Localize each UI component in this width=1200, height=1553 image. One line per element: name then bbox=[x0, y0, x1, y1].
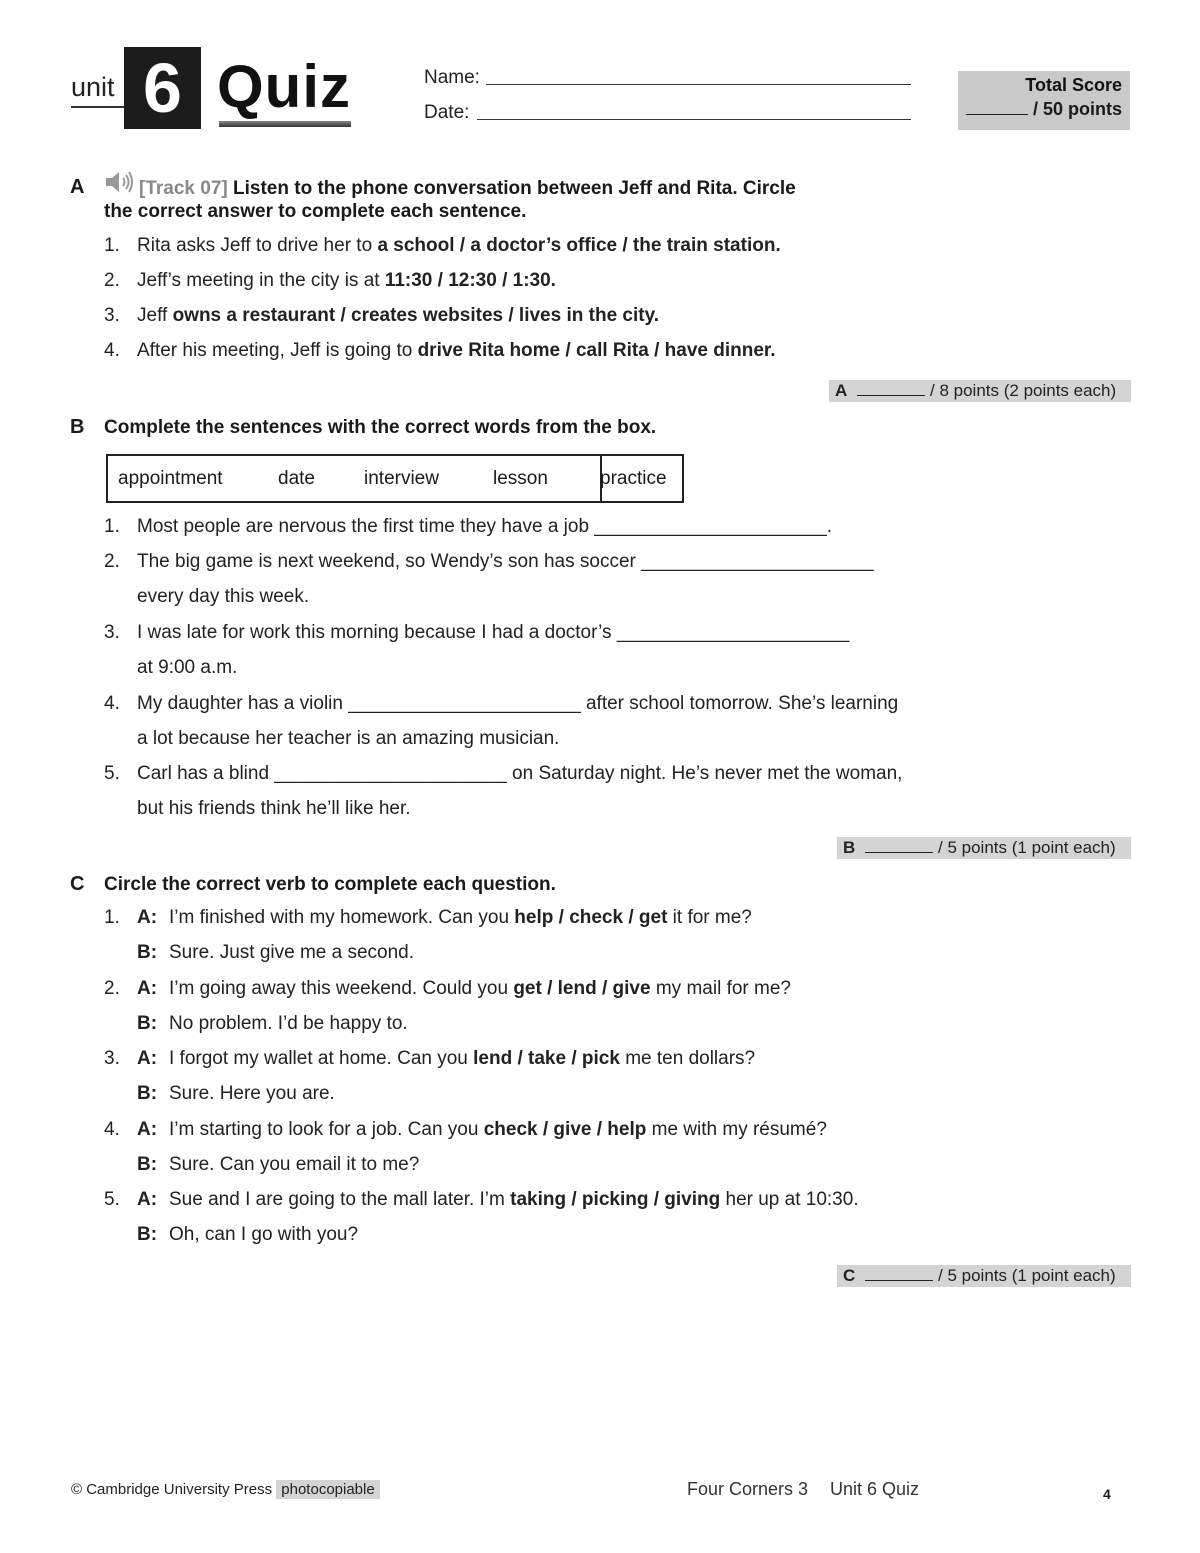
item-number: 1. bbox=[104, 516, 120, 537]
section-b-score bbox=[837, 837, 1131, 859]
speaker-b-label: B: bbox=[137, 1013, 158, 1034]
speaker-a-label: A: bbox=[137, 907, 158, 928]
item-text[interactable]: Carl has a blind ______________________ on Saturday night. He’s never met the woman, bbox=[137, 763, 903, 784]
speaker-b-label: B: bbox=[137, 942, 158, 963]
footer-unit-quiz: Unit 6 Quiz bbox=[830, 1479, 920, 1499]
total-score-points: / 50 points bbox=[1032, 99, 1122, 119]
item-text bbox=[137, 333, 776, 368]
item-stem: Jeff bbox=[137, 305, 173, 326]
list-item bbox=[0, 333, 1200, 368]
item-text bbox=[137, 298, 659, 333]
page-title: Quiz bbox=[217, 53, 351, 120]
item-stem: Jeff’s meeting in the city is at bbox=[137, 270, 385, 291]
copyright-text: © Cambridge University Press bbox=[71, 1481, 273, 1498]
line-text: Sue and I are going to the mall later. I’m bbox=[169, 1189, 511, 1210]
section-b-letter: B bbox=[70, 416, 85, 438]
line-text: my mail for me? bbox=[650, 978, 791, 999]
word-box-item: date bbox=[278, 468, 315, 489]
name-label: Name: bbox=[424, 67, 480, 88]
list-item bbox=[0, 686, 1200, 756]
line-text: her up at 10:30. bbox=[720, 1189, 859, 1210]
item-text bbox=[137, 263, 556, 298]
score-blank[interactable] bbox=[865, 852, 933, 853]
dialogue-item bbox=[0, 1182, 1200, 1252]
section-c-score bbox=[837, 1265, 1131, 1287]
speaker-b-line: Sure. Can you email it to me? bbox=[169, 1154, 420, 1175]
unit-underline bbox=[71, 106, 126, 108]
item-number: 3. bbox=[104, 622, 120, 643]
speaker-a-line bbox=[169, 1182, 859, 1217]
speaker-a-label: A: bbox=[137, 1119, 158, 1140]
list-item bbox=[0, 615, 1200, 685]
speaker-a-label: A: bbox=[137, 1189, 158, 1210]
line-text: I’m finished with my homework. Can you bbox=[169, 907, 515, 928]
list-item bbox=[0, 509, 1200, 544]
verb-choices[interactable]: help / check / get bbox=[514, 907, 668, 928]
item-number: 5. bbox=[104, 1189, 120, 1210]
item-text[interactable]: My daughter has a violin ______________________ after school tomorrow. She’s learning bbox=[137, 693, 899, 714]
word-box bbox=[106, 454, 684, 503]
line-text: me with my résumé? bbox=[646, 1119, 827, 1140]
total-score-label: Total Score bbox=[1025, 75, 1122, 95]
item-number: 3. bbox=[104, 305, 120, 326]
dialogue-item bbox=[0, 1112, 1200, 1182]
list-item bbox=[0, 228, 1200, 263]
item-number: 1. bbox=[104, 907, 120, 928]
dialogue-item bbox=[0, 1041, 1200, 1111]
item-number: 2. bbox=[104, 551, 120, 572]
item-text[interactable]: The big game is next weekend, so Wendy’s son has soccer ______________________ bbox=[137, 551, 874, 572]
unit-label: unit bbox=[71, 72, 115, 102]
list-item bbox=[0, 263, 1200, 298]
verb-choices[interactable]: taking / picking / giving bbox=[510, 1189, 721, 1210]
speaker-a-line bbox=[169, 971, 791, 1006]
track-label: [Track 07] bbox=[139, 178, 228, 199]
total-score-line bbox=[958, 99, 1122, 120]
line-text: I’m going away this weekend. Could you bbox=[169, 978, 514, 999]
photocopiable-badge: photocopiable bbox=[276, 1480, 379, 1499]
answer-choices[interactable]: a school / a doctor’s office / the train station. bbox=[377, 235, 781, 256]
answer-choices[interactable]: 11:30 / 12:30 / 1:30. bbox=[384, 270, 556, 291]
total-score-box bbox=[958, 71, 1130, 130]
score-text: / 5 points (1 point each) bbox=[938, 838, 1116, 857]
dialogue-item bbox=[0, 971, 1200, 1041]
list-item bbox=[0, 756, 1200, 826]
word-box-item: lesson bbox=[493, 468, 548, 489]
line-text: I forgot my wallet at home. Can you bbox=[169, 1048, 474, 1069]
item-text[interactable]: Most people are nervous the first time they have a job ______________________. bbox=[137, 516, 833, 537]
item-stem: Rita asks Jeff to drive her to bbox=[137, 235, 378, 256]
item-number: 5. bbox=[104, 763, 120, 784]
answer-choices[interactable]: drive Rita home / call Rita / have dinner. bbox=[417, 340, 776, 361]
item-text bbox=[137, 228, 781, 263]
word-box-item: interview bbox=[364, 468, 439, 489]
speaker-a-label: A: bbox=[137, 978, 158, 999]
unit-number: 6 bbox=[124, 47, 201, 129]
score-letter: C bbox=[843, 1266, 856, 1285]
score-blank[interactable] bbox=[865, 1280, 933, 1281]
score-text: / 8 points (2 points each) bbox=[930, 381, 1117, 400]
verb-choices[interactable]: check / give / help bbox=[483, 1119, 647, 1140]
title-underline bbox=[219, 121, 351, 127]
line-text: me ten dollars? bbox=[619, 1048, 756, 1069]
verb-choices[interactable]: lend / take / pick bbox=[473, 1048, 620, 1069]
item-text[interactable]: I was late for work this morning because I had a doctor’s ______________________ bbox=[137, 622, 850, 643]
section-a-score bbox=[829, 380, 1131, 402]
score-letter: B bbox=[843, 838, 856, 857]
speaker-b-line: Oh, can I go with you? bbox=[169, 1224, 359, 1245]
section-a-instruction-line2: the correct answer to complete each sentence. bbox=[104, 201, 527, 222]
word-box-item: appointment bbox=[118, 468, 223, 489]
item-number: 1. bbox=[104, 235, 120, 256]
score-blank[interactable] bbox=[857, 395, 925, 396]
speaker-a-line bbox=[169, 900, 752, 935]
item-text-continued: every day this week. bbox=[137, 586, 310, 607]
item-number: 2. bbox=[104, 978, 120, 999]
item-text-continued: but his friends think he’ll like her. bbox=[137, 798, 411, 819]
item-text-continued: a lot because her teacher is an amazing musician. bbox=[137, 728, 560, 749]
name-field[interactable] bbox=[486, 84, 911, 85]
item-number: 3. bbox=[104, 1048, 120, 1069]
date-label: Date: bbox=[424, 102, 470, 123]
speaker-b-line: Sure. Here you are. bbox=[169, 1083, 335, 1104]
score-text: / 5 points (1 point each) bbox=[938, 1266, 1116, 1285]
speaker-a-line bbox=[169, 1041, 755, 1076]
total-score-blank[interactable] bbox=[966, 114, 1028, 115]
word-box-item: practice bbox=[600, 468, 667, 489]
answer-choices[interactable]: owns a restaurant / creates websites / lives in the city. bbox=[172, 305, 660, 326]
score-letter: A bbox=[835, 381, 848, 400]
section-a-letter: A bbox=[70, 176, 85, 198]
section-c-letter: C bbox=[70, 873, 85, 895]
footer-copyright bbox=[71, 1481, 380, 1498]
line-text: it for me? bbox=[667, 907, 752, 928]
section-b-instruction: Complete the sentences with the correct words from the box. bbox=[104, 417, 657, 438]
list-item bbox=[0, 298, 1200, 333]
dialogue-item bbox=[0, 900, 1200, 970]
section-a-instruction-line1: Listen to the phone conversation between Jeff and Rita. Circle bbox=[233, 178, 796, 199]
speaker-b-label: B: bbox=[137, 1154, 158, 1175]
speaker-b-line: No problem. I’d be happy to. bbox=[169, 1013, 408, 1034]
verb-choices[interactable]: get / lend / give bbox=[513, 978, 651, 999]
item-number: 4. bbox=[104, 340, 120, 361]
speaker-b-label: B: bbox=[137, 1224, 158, 1245]
line-text: I’m starting to look for a job. Can you bbox=[169, 1119, 484, 1140]
date-field[interactable] bbox=[477, 119, 911, 120]
section-c-instruction: Circle the correct verb to complete each question. bbox=[104, 874, 556, 895]
item-number: 2. bbox=[104, 270, 120, 291]
item-stem: After his meeting, Jeff is going to bbox=[137, 340, 418, 361]
speaker-a-line bbox=[169, 1112, 827, 1147]
page-number: 4 bbox=[1103, 1486, 1111, 1502]
item-text-continued: at 9:00 a.m. bbox=[137, 657, 238, 678]
speaker-a-label: A: bbox=[137, 1048, 158, 1069]
section-a-instruction bbox=[104, 177, 796, 223]
item-number: 4. bbox=[104, 1119, 120, 1140]
item-number: 4. bbox=[104, 693, 120, 714]
speaker-b-line: Sure. Just give me a second. bbox=[169, 942, 415, 963]
footer-book: Four Corners 3 bbox=[687, 1479, 809, 1499]
list-item bbox=[0, 544, 1200, 614]
speaker-b-label: B: bbox=[137, 1083, 158, 1104]
